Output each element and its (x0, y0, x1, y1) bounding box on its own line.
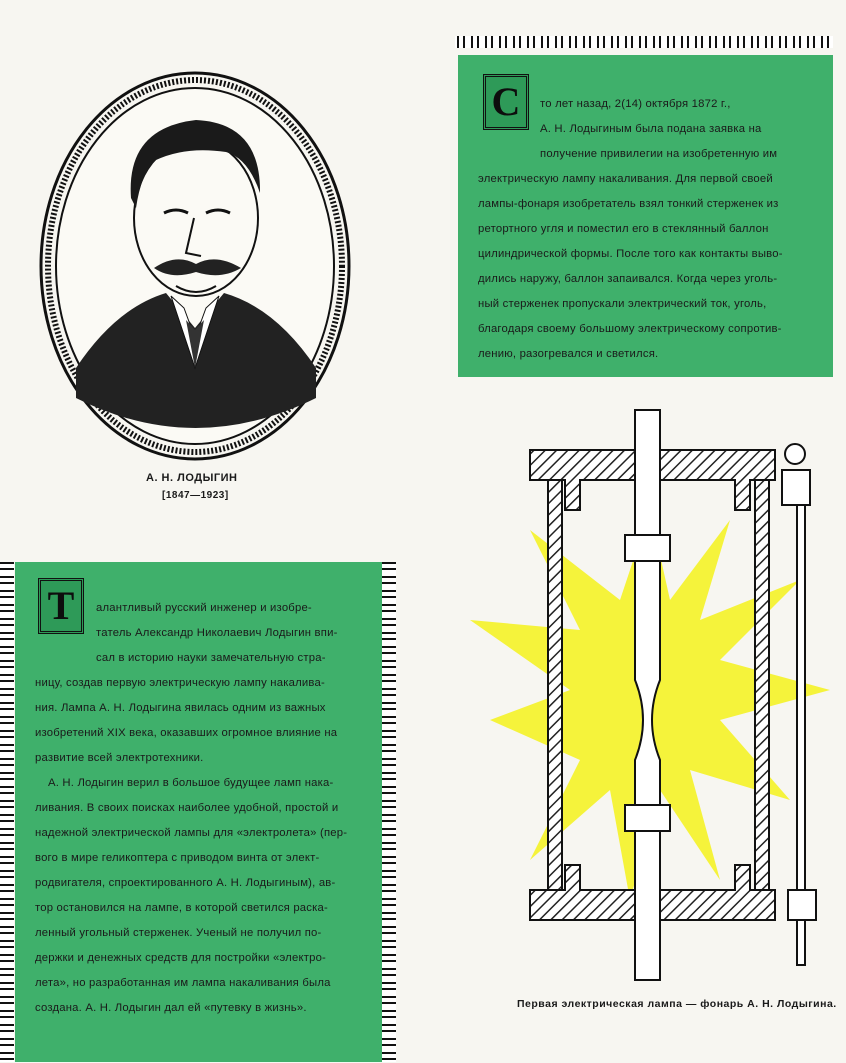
text-line: благодаря своему большому электрическому сопротив- (478, 323, 782, 335)
text-line: вого в мире геликоптера с приводом винта от элект- (35, 852, 320, 864)
text-line: развитие всей электротехники. (35, 752, 204, 764)
text-line: электрическую лампу накаливания. Для первой своей (478, 173, 773, 185)
text-line: дились наружу, баллон запаивался. Когда через уголь- (478, 273, 778, 285)
text-line: лета», но разработанная им лампа накаливания была (35, 977, 331, 989)
text-line: создана. А. Н. Лодыгин дал ей «путевку в жизнь». (35, 1002, 307, 1014)
text-line: тор остановился на лампе, в которой светился раска- (35, 902, 328, 914)
text-line: ный стерженек пропускали электрический ток, уголь, (478, 298, 767, 310)
ornamental-border-right (382, 562, 396, 1062)
lamp-caption: Первая электрическая лампа — фонарь А. Н. Лодыгина. (517, 998, 837, 1010)
text-line: родвигателя, спроектированного А. Н. Лодыгиным), ав- (35, 877, 336, 889)
text-line: ленный угольный стерженек. Ученый не получил по- (35, 927, 322, 939)
portrait-name: А. Н. ЛОДЫГИН (146, 472, 238, 484)
ornamental-border-top (455, 36, 833, 48)
text-line: ливания. В своих поисках наиболее удобной, простой и (35, 802, 339, 814)
text-line: лению, разогревался и светился. (478, 348, 659, 360)
text-line: то лет назад, 2(14) октября 1872 г., (540, 98, 731, 110)
text-line: А. Н. Лодыгиным была подана заявка на (540, 123, 762, 135)
text-line: ния. Лампа А. Н. Лодыгина явилась одним из важных (35, 702, 326, 714)
intro-dropcap: С (483, 74, 529, 130)
portrait-years: [1847—1923] (162, 490, 229, 501)
portrait-engraving (36, 68, 354, 464)
text-line: изобретений XIX века, оказавших огромное влияние на (35, 727, 338, 739)
main-dropcap: Т (38, 578, 84, 634)
text-line: надежной электрической лампы для «электролета» (пер- (35, 827, 348, 839)
text-line: А. Н. Лодыгин верил в большое будущее ламп нака- (48, 777, 334, 789)
text-line: ницу, создав первую электрическую лампу накалива- (35, 677, 325, 689)
text-line: лампы-фонаря изобретатель взял тонкий стерженек из (478, 198, 779, 210)
ornamental-border-left (0, 562, 14, 1062)
lamp-diagram (470, 400, 840, 1000)
text-line: получение привилегии на изобретенную им (540, 148, 778, 160)
text-line: держки и денежных средств для постройки «электро- (35, 952, 327, 964)
text-line: цилиндрической формы. После того как контакты выво- (478, 248, 783, 260)
text-line: сал в историю науки замечательную стра- (96, 652, 326, 664)
text-line: татель Александр Николаевич Лодыгин впи- (96, 627, 338, 639)
text-line: ретортного угля и поместил его в стеклянный баллон (478, 223, 769, 235)
text-line: алантливый русский инженер и изобре- (96, 602, 312, 614)
